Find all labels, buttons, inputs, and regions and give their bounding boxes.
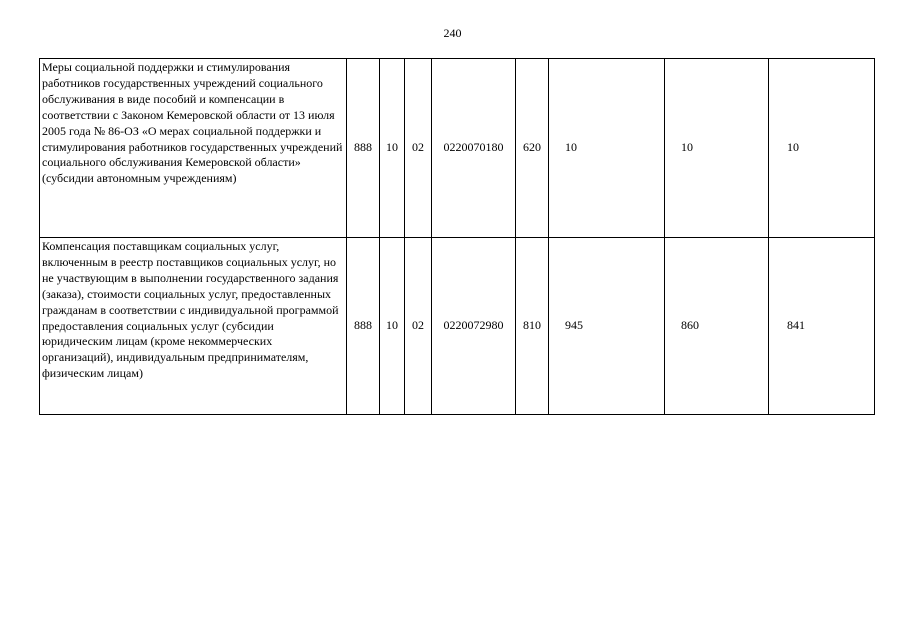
section-code: 10: [380, 238, 405, 415]
target-article-code: 0220072980: [432, 238, 516, 415]
ministry-code: 888: [347, 238, 380, 415]
section-code: 10: [380, 59, 405, 238]
budget-table: [39, 58, 875, 415]
amount-year-1: 10: [549, 59, 665, 238]
expense-type-code: 810: [516, 238, 549, 415]
row-description: Меры социальной поддержки и стимулирования работников государственных учреждений социального обслуживания в виде пособий и компенсации в соответствии с Законом Кемеровской области от 13 июля 2005 года № 86-ОЗ «О мерах социальной поддержки и стимулирования работников государственных учреждений социального обслуживания Кемеровской области» (субсидии автономным учреждениям): [40, 59, 347, 238]
target-article-code: 0220070180: [432, 59, 516, 238]
subsection-code: 02: [405, 59, 432, 238]
amount-year-3: 841: [769, 238, 875, 415]
page-number: 240: [443, 26, 462, 40]
expense-type-code: 620: [516, 59, 549, 238]
amount-year-2: 10: [665, 59, 769, 238]
amount-year-3: 10: [769, 59, 875, 238]
table-row: [40, 59, 875, 238]
subsection-code: 02: [405, 238, 432, 415]
row-description: Компенсация поставщикам социальных услуг, включенным в реестр поставщиков социальных услуг, но не участвующим в выполнении государственного задания (заказа), стоимости социальных услуг, предоставленных гражданам в соответствии с индивидуальной программой предоставления социальных услуг (субсидии юридическим лицам (кроме некоммерческих организаций), индивидуальным предпринимателям, физическим лицам): [40, 238, 347, 415]
amount-year-2: 860: [665, 238, 769, 415]
table-row: [40, 238, 875, 415]
ministry-code: 888: [347, 59, 380, 238]
amount-year-1: 945: [549, 238, 665, 415]
